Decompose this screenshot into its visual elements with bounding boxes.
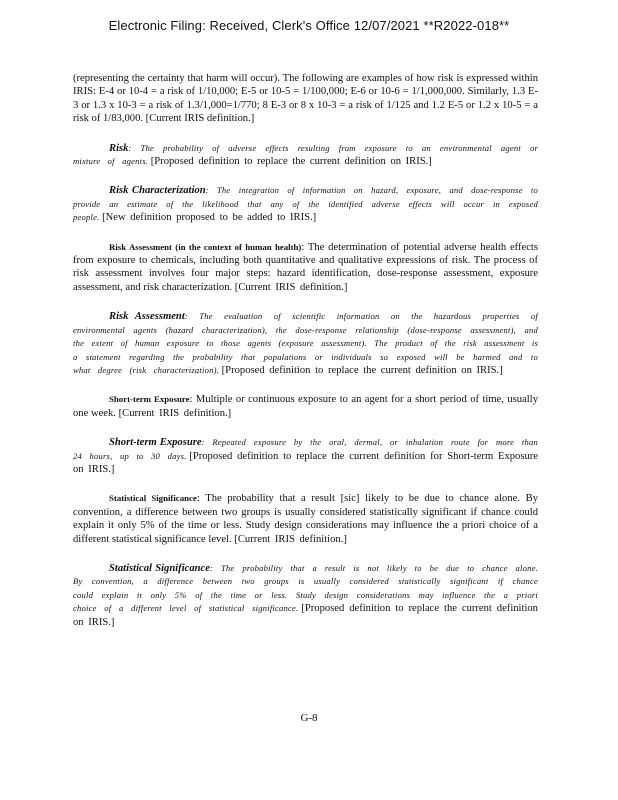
intro-paragraph: (representing the certainty that harm will occur). The following are examples of how risk is expressed within IRIS: E-4 or 10-4 = a risk of 1/10,000; E-5 or 10-5 = 1/100,000; E-6 or 10-6 = 1/1,000,000. Similarly, 1.3 E-3 or 1.3 x 10-3 = a risk of 1.3/1,000=1/770; 8 E-3 or 8 x 10-3 = a risk of 1/125 and 1.2 E-5 or 1.2 x 10-5 = a risk of 1/83,000. [Current IRIS definition.] — [73, 73, 538, 125]
definition-note: [New definition proposed to be added to IRIS.] — [102, 212, 317, 224]
definition-note: [Proposed definition to replace the current definition for Short-term Exposure on IRIS.] — [73, 450, 539, 475]
definition-note: [Proposed definition to replace the current definition on IRIS.] — [221, 364, 503, 376]
page-number: G-8 — [300, 712, 318, 724]
definition-note: [Proposed definition to replace the current definition on IRIS.] — [150, 156, 432, 168]
definition-body: : The probability that a result is not likely to be due to chance alone. By convention, a difference between two groups is usually considered statistically significant if chance could explain it only 5% of the time or less. Study design considerations may influence the a priori choice of a different level of statistical significance. — [73, 562, 539, 614]
definition-body: : The probability of adverse effects resulting from exposure to an environmental agent or mixture of agents. — [73, 142, 538, 167]
definition-risk-characterization — [73, 184, 538, 224]
definition-body: : The determination of potential adverse health effects from exposure to chemicals, including both quantitative and qualitative expressions of risk. The process of risk assessment involves four major steps: hazard identification, dose-response assessment, exposure assessment, and risk characterization. — [73, 241, 539, 293]
filing-header: Electronic Filing: Received, Clerk's Office 12/07/2021 **R2022-018** — [108, 18, 510, 33]
definition-statistical-significance-current — [73, 492, 538, 546]
definition-term: Statistical Significance — [109, 562, 210, 574]
definition-note: [Proposed definition to replace the current definition on IRIS.] — [73, 603, 538, 628]
definition-note: [Current IRIS definition.] — [234, 281, 348, 293]
definition-term: Short-term Exposure — [109, 394, 190, 405]
definition-body: : Repeated exposure by the oral, dermal, or inhalation route for more than 24 hours, up to 30 days. — [73, 437, 538, 461]
definition-term: Statistical Significance — [109, 493, 197, 504]
definition-note: [Current IRIS definition.] — [118, 407, 232, 419]
definition-body: : Multiple or continuous exposure to an agent for a short period of time, usually one week. — [73, 394, 538, 419]
document-body — [73, 72, 538, 645]
definition-term: Risk Assessment — [109, 311, 185, 323]
definition-short-term-current — [73, 393, 538, 420]
definition-term: Risk Characterization — [109, 185, 206, 197]
definition-short-term-proposed — [73, 436, 538, 476]
definition-term: Risk — [109, 142, 129, 154]
definition-note: [Current IRIS definition.] — [234, 533, 347, 545]
definition-risk-current — [73, 142, 538, 169]
definition-term: Risk Assessment (in the context of human health) — [109, 241, 302, 252]
definition-body: : The probability that a result [sic] likely to be due to chance alone. By convention, a difference between two groups is usually considered statistically significant if chance could explain it only 5% of the time or less. Study design considerations may influence the a priori choice of a different statistical significance level. — [73, 493, 538, 545]
definition-risk-assessment-current — [73, 241, 538, 295]
definition-body: : The evaluation of scientific information on the hazardous properties of environmental agents (hazard characterization), the dose-response relationship (dose-response assessment), and the extent of human exposure to those agents (exposure assessment). The product of the risk assessment is a statement regarding the probability that populations or individuals so exposed will be harmed and to what degree (risk characterization). — [73, 311, 538, 375]
definition-term: Short-term Exposure — [109, 437, 202, 449]
definition-statistical-significance-proposed — [73, 562, 538, 629]
definition-body: : The integration of information on hazard, exposure, and dose-response to provide an estimate of the likelihood that any of the identified adverse effects will occur in exposed people. — [73, 185, 538, 223]
definition-risk-assessment-proposed — [73, 310, 538, 377]
